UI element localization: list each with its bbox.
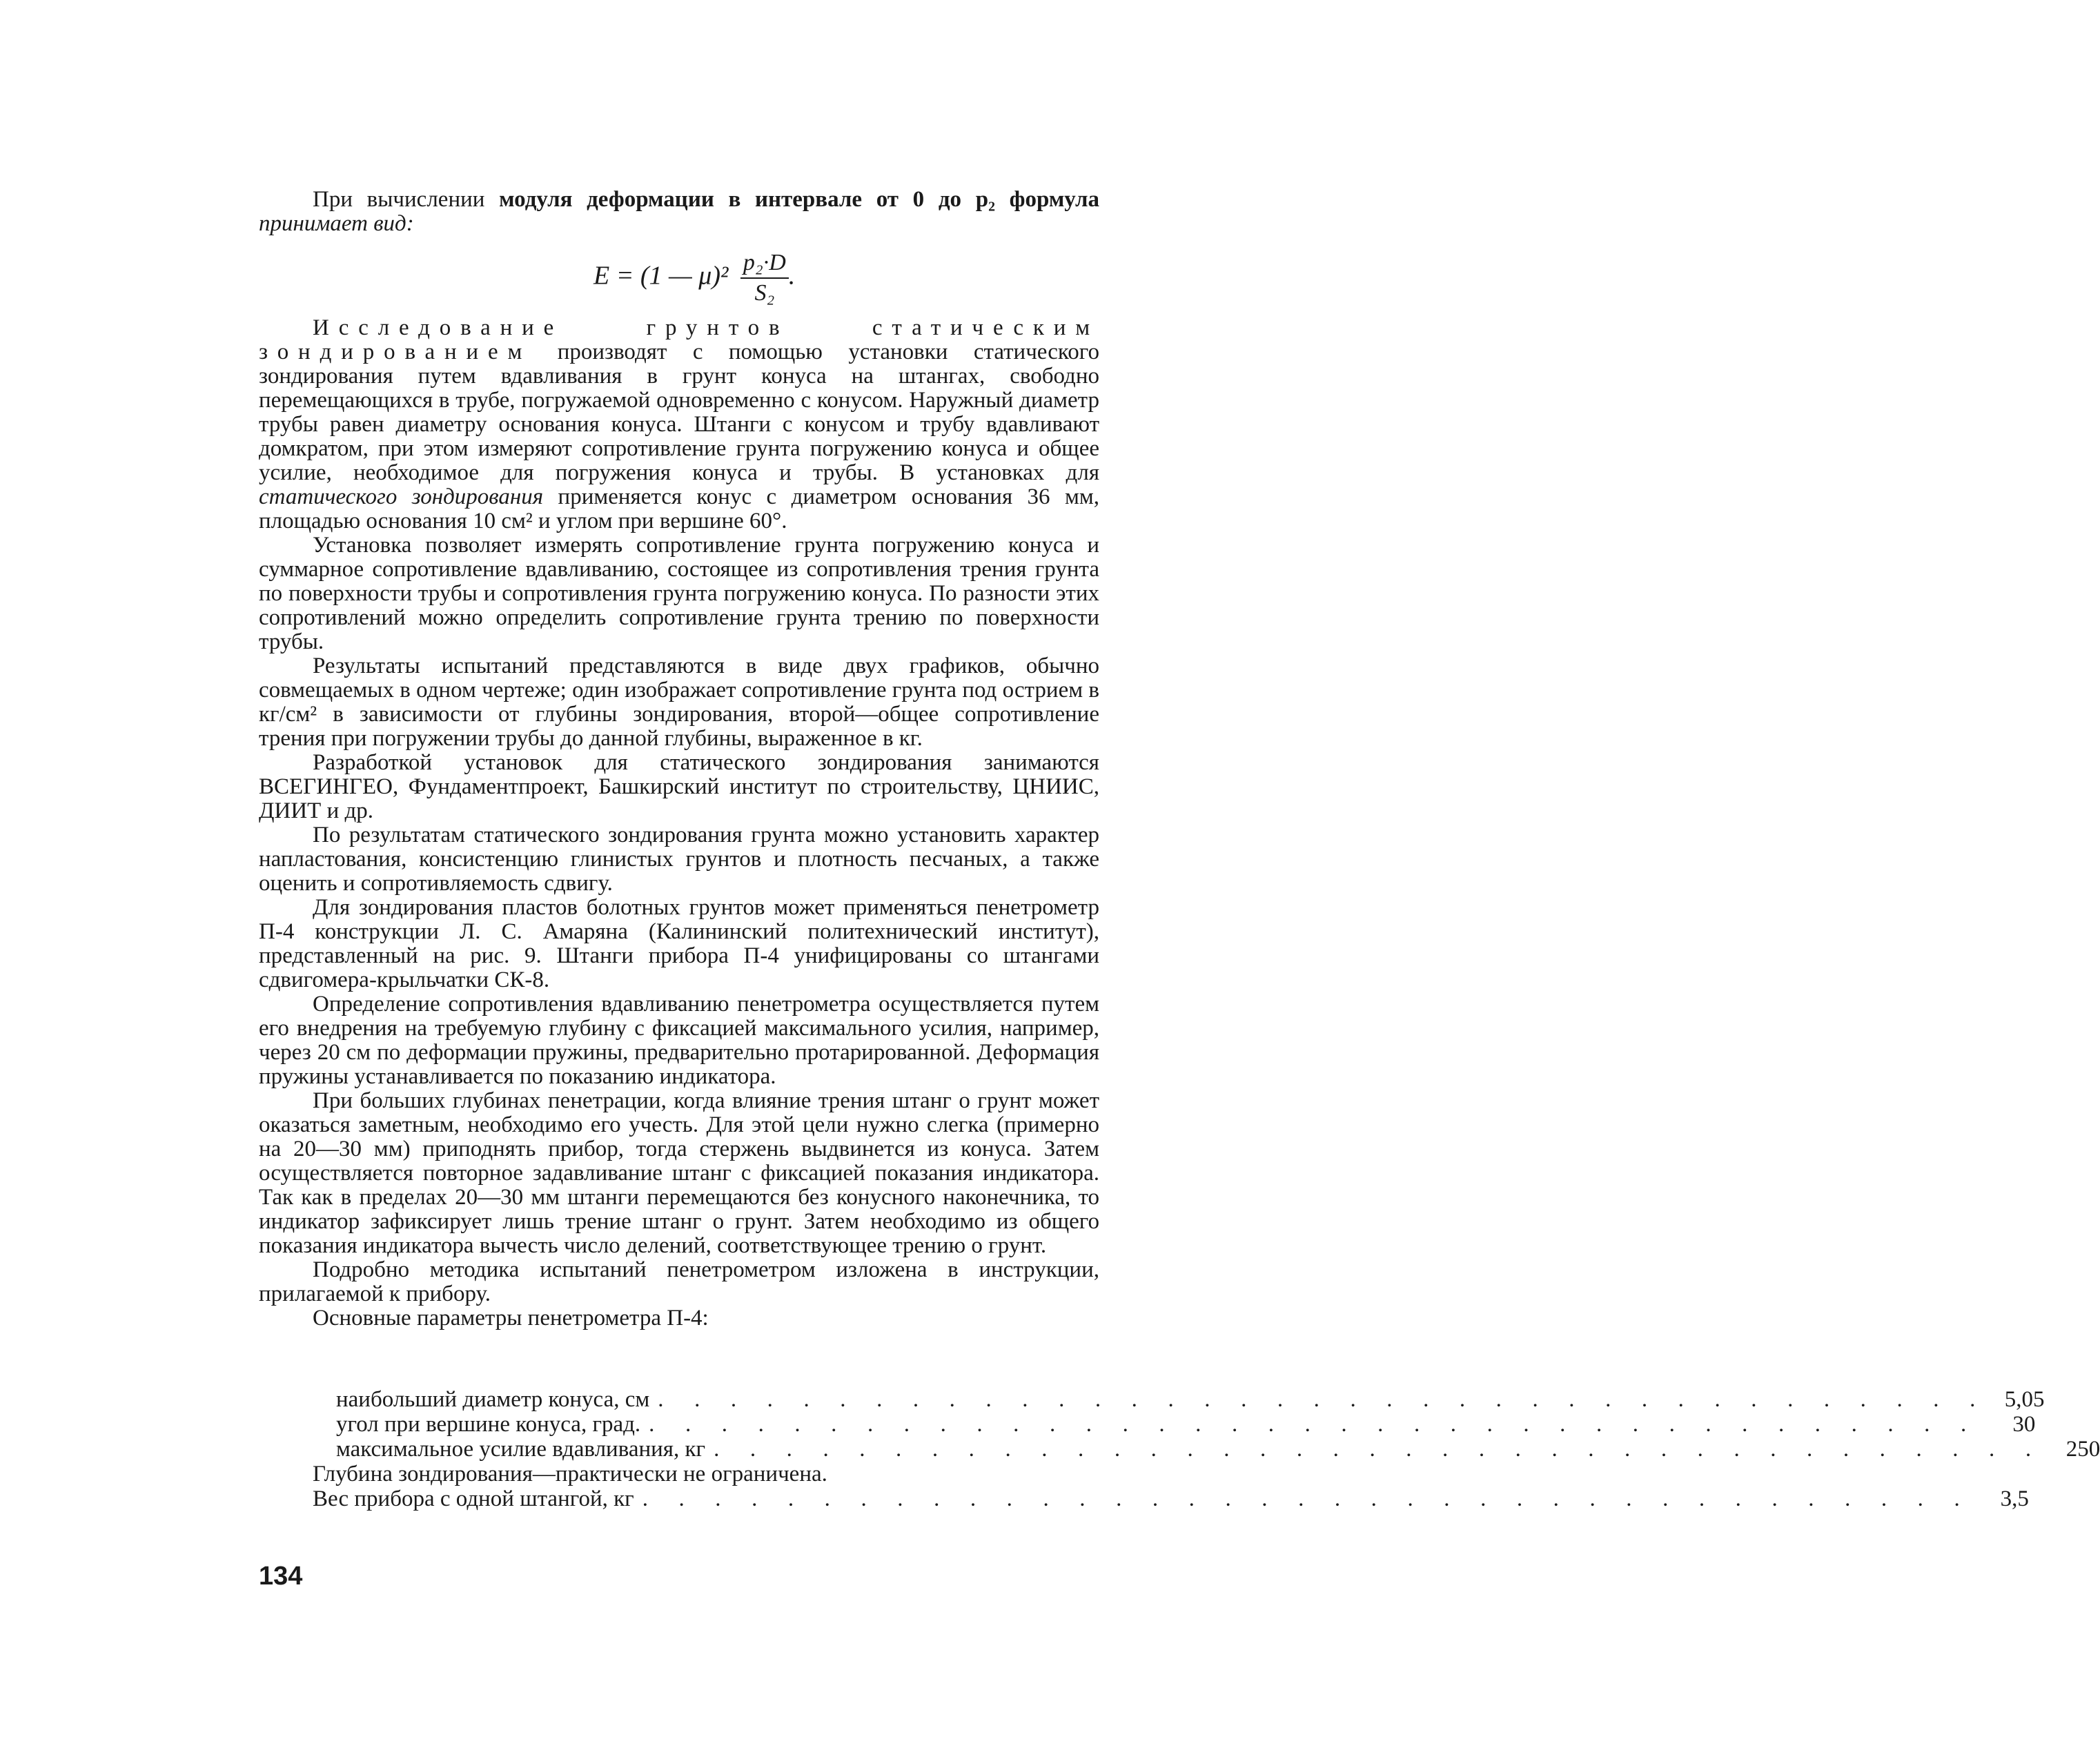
- weight-label: Вес прибора с одной штангой, кг: [313, 1486, 634, 1511]
- paragraph-friction: При больших глубинах пенетрации, когда влияние трения штанг о грунт может оказаться заметным, необходимо его учесть. Для этой цели нужно слегка (примерно на 20—30 мм) приподнять прибор, тогда стержень выдвинется из конуса. Затем осуществляется повторное задавливание штанг с фиксацией показания индикатора. Так как в пределах 20—30 мм штанги перемещаются без конусного наконечника, то индикатор зафиксирует лишь трение штанг о грунт. Затем необходимо из общего показания индикатора вычесть число делений, соответствующее трению о грунт.: [259, 1088, 1099, 1258]
- paragraph-developers: Разработкой установок для статического зондирования занимаются ВСЕГИНГЕО, Фундаментпроект, Башкирский институт по строительству, ЦНИИС, ДИИТ и др.: [259, 750, 1099, 823]
- parameters-list: [336, 1387, 2100, 1462]
- leader-dots: . . . . . . . . . . . . . . . . . . . . . . . . . . . . . . . . . . . . .: [649, 1412, 1979, 1437]
- paragraph-results: Результаты испытаний представляются в виде двух графиков, обычно совмещаемых в одном чертеже; один изображает сопротивление грунта под острием в кг/см² в зависимости от глубины зондирования, второй—общее сопротивление трения при погружении трубы до данной глубины, выраженное в кг.: [259, 654, 1099, 751]
- paragraph-instructions: Подробно методика испытаний пенетрометром изложена в инструкции, прилагаемой к прибору.: [259, 1257, 1099, 1306]
- parameter-label: максимальное усилие вдавливания, кг: [336, 1437, 706, 1462]
- paragraph-installation: Установка позволяет измерять сопротивление грунта погружению конуса и суммарное сопротивление вдавливанию, состоящее из сопротивления трения грунта по поверхности трубы и сопротивления грунта погружению конуса. По разности этих сопротивлений можно определить сопротивление грунта трению по поверхности трубы.: [259, 533, 1099, 654]
- paragraph-parameters-heading: Основные параметры пенетрометра П-4:: [313, 1306, 709, 1330]
- body-text: [259, 316, 1099, 1330]
- parameter-label: наибольший диаметр конуса, см: [336, 1387, 650, 1412]
- intro-bold-text: модуля деформации в интервале от 0 до p₂ формула: [499, 187, 1099, 212]
- formula-fraction: [740, 250, 789, 306]
- weight-value: 3,5: [2000, 1486, 2029, 1511]
- paragraph-interpretation: По результатам статического зондирования грунта можно установить характер напластования, консистенцию глинистых грунтов и плотность песчаных, а также оценить и сопротивляемость сдвигу.: [259, 823, 1099, 896]
- spaced-lead-text: Исследование грунтов статическим зондированием: [259, 315, 1099, 364]
- deformation-modulus-formula: [593, 250, 795, 306]
- formula-numerator: p₂·D: [740, 250, 789, 279]
- formula-denominator: S₂: [754, 280, 775, 306]
- paragraph-penetrometer: Для зондирования пластов болотных грунтов может применяться пенетрометр П-4 конструкции Л. С. Амаряна (Калининский политехнический институт), представленный на рис. 9. Штанги прибора П-4 унифицированы со штангами сдвигомера-крыльчатки СК-8.: [259, 895, 1099, 992]
- parameter-value: 250: [2065, 1437, 2100, 1462]
- formula-tail: .: [788, 261, 796, 291]
- leader-dots: . . . . . . . . . . . . . . . . . . . . . . . . . . . . . . . . . . . . .: [658, 1387, 1988, 1412]
- parameter-row: [336, 1412, 2036, 1437]
- parameter-row: [336, 1437, 2100, 1462]
- page-number: 134: [259, 1562, 303, 1591]
- parameter-value: 30: [2012, 1412, 2036, 1437]
- leader-dots: . . . . . . . . . . . . . . . . . . . . . . . . . . . . . . . . . . . . .: [642, 1486, 1972, 1511]
- parameter-label: угол при вершине конуса, град.: [336, 1412, 641, 1437]
- paragraph-resistance: Определение сопротивления вдавливанию пенетрометра осуществляется путем его внедрения на требуемую глубину с фиксацией максимального усилия, например, через 20 см по деформации пружины, предварительно протарированной. Деформация пружины устанавливается по показанию индикатора.: [259, 992, 1099, 1089]
- parameter-value: 5,05: [2004, 1387, 2045, 1412]
- paragraph-static-sounding: Исследование грунтов статическим зондированием производят с помощью установки статического зондирования путем вдавливания в грунт конуса на штангах, свободно перемещающихся в трубе, погружаемой одновременно с конусом. Наружный диаметр трубы равен диаметру основания конуса. Штанги с конусом и трубу вдавливают домкратом, при этом измеряют сопротивление грунта погружению конуса и общее усилие, необходимое для погружения конуса и трубы. В установках для статического зондирования применяется конус с диаметром основания 36 мм, площадью основания 10 см² и углом при вершине 60°.: [259, 315, 1099, 533]
- leader-dots: . . . . . . . . . . . . . . . . . . . . . . . . . . . . . . . . . . . . .: [714, 1437, 2044, 1462]
- intro-text: При вычислении: [313, 187, 500, 212]
- intro-paragraph: [259, 188, 1099, 236]
- parameter-row: [336, 1387, 2045, 1412]
- formula-lhs: E = (1 — μ)²: [593, 261, 735, 291]
- depth-note: Глубина зондирования—практически не ограничена.: [313, 1462, 827, 1486]
- weight-row: [313, 1486, 2029, 1511]
- intro-italic-text: принимает вид:: [259, 211, 414, 236]
